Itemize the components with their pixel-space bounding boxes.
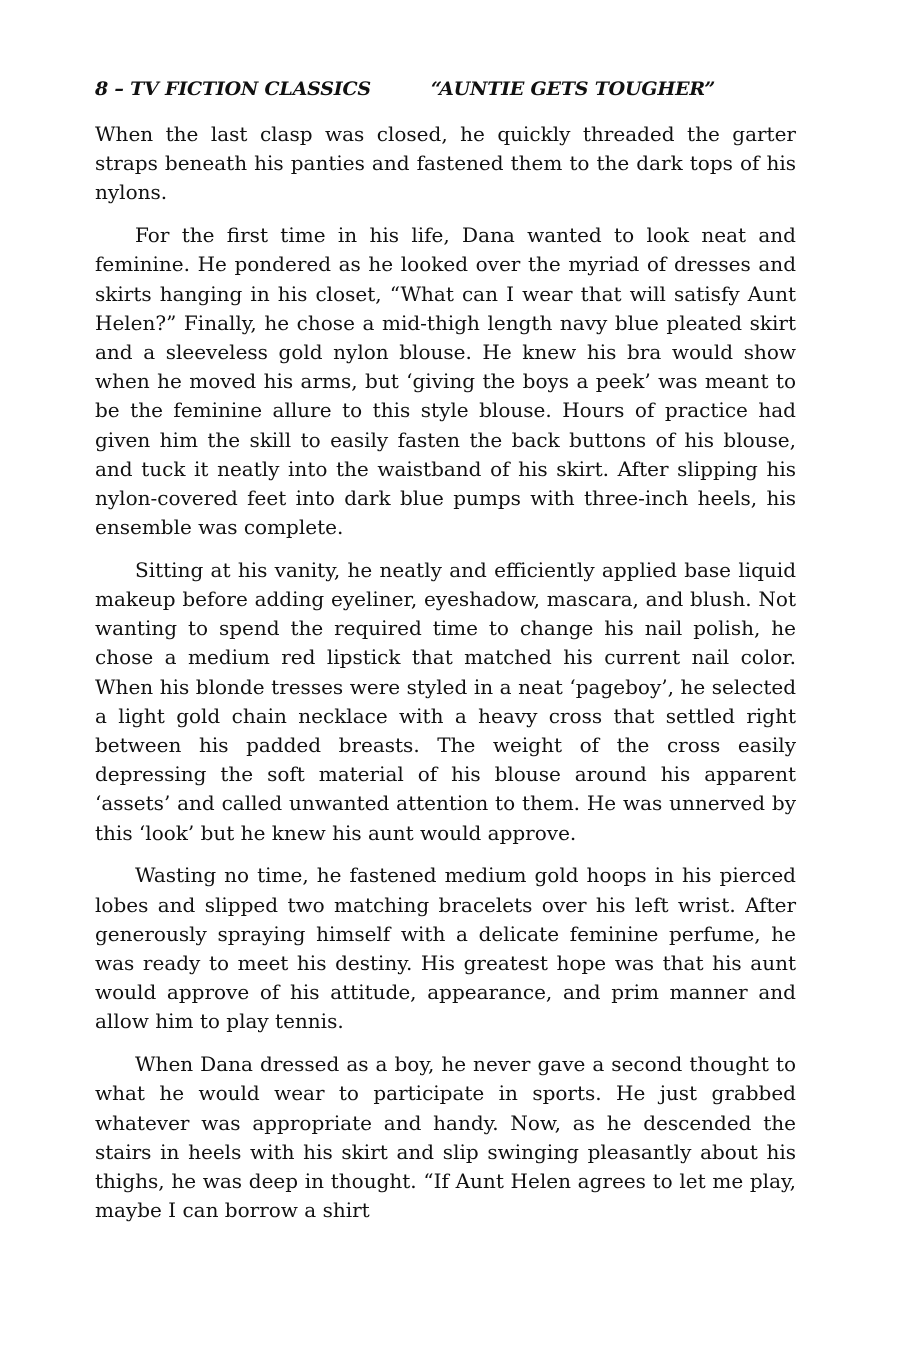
paragraph-4: Wasting no time, he fastened medium gold hoops in his pierced lobes and slipped two matching bracelets over his left wrist. After generously spraying himself with a delicate feminine perfume, he was ready to meet his destiny. His greatest hope was that his aunt would approve of his attitude, appearance, and prim manner and allow him to play tennis. (95, 863, 796, 1034)
paragraph-5: When Dana dressed as a boy, he never gave a second thought to what he would wear to participate in sports. He just grabbed whatever was appropriate and handy. Now, as he descended the stairs in heels with his skirt and slip swinging pleasantly about his thighs, he was deep in thought. “If Aunt Helen agrees to let me play, maybe I can borrow a shirt (95, 1052, 796, 1223)
body-text (95, 120, 796, 1225)
paragraph-1: When the last clasp was closed, he quickly threaded the garter straps beneath his panties and fastened them to the dark tops of his nylons. (95, 122, 796, 205)
story-title: “AUNTIE GETS TOUGHER” (431, 78, 716, 100)
paragraph-2: For the first time in his life, Dana wanted to look neat and feminine. He pondered as he looked over the myriad of dresses and skirts hanging in his closet, “What can I wear that will satisfy Aunt Helen?” Finally, he chose a mid-thigh length navy blue pleated skirt and a sleeveless gold nylon blouse. He knew his bra would show when he moved his arms, but ‘giving the boys a peek’ was meant to be the feminine allure to this style blouse. Hours of practice had given him the skill to easily fasten the back buttons of his blouse, and tuck it neatly into the waistband of his skirt. After slipping his nylon-covered feet into dark blue pumps with three-inch heels, his ensemble was complete. (95, 223, 796, 540)
page-number-and-series-title: 8 – TV FICTION CLASSICS (95, 78, 371, 100)
book-page (95, 78, 796, 1239)
running-header (95, 78, 796, 108)
paragraph-3: Sitting at his vanity, he neatly and efficiently applied base liquid makeup before adding eyeliner, eyeshadow, mascara, and blush. Not wanting to spend the required time to change his nail polish, he chose a medium red lipstick that matched his current nail color. When his blonde tresses were styled in a neat ‘pageboy’, he selected a light gold chain necklace with a heavy cross that settled right between his padded breasts. The weight of the cross easily depressing the soft material of his blouse around his apparent ‘assets’ and called unwanted attention to them. He was unnerved by this ‘look’ but he knew his aunt would approve. (95, 557, 796, 845)
